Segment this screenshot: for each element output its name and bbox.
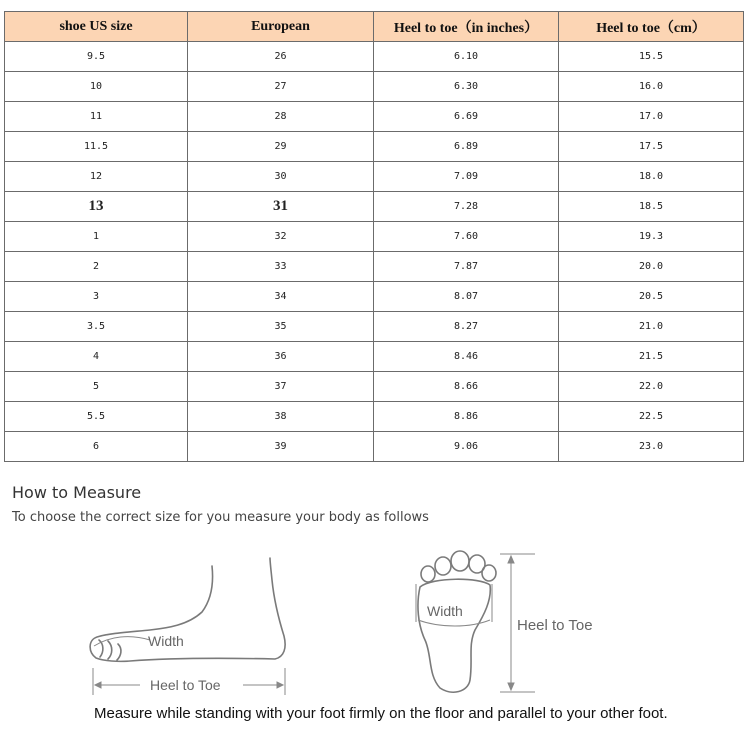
table-row xyxy=(5,282,744,312)
cell-european: 39 xyxy=(188,432,374,462)
cell-us-size: 5 xyxy=(5,372,188,402)
cell-heel-to-toe-cm: 20.0 xyxy=(559,252,744,282)
cell-heel-to-toe-cm: 17.5 xyxy=(559,132,744,162)
cell-us-size: 5.5 xyxy=(5,402,188,432)
header-heel-to-toe-inches: Heel to toe（in inches） xyxy=(374,12,559,42)
table-row xyxy=(5,162,744,192)
cell-heel-to-toe-cm: 17.0 xyxy=(559,102,744,132)
how-to-measure-title: How to Measure xyxy=(12,483,142,502)
cell-heel-to-toe-inches: 7.09 xyxy=(374,162,559,192)
cell-us-size: 10 xyxy=(5,72,188,102)
cell-heel-to-toe-cm: 20.5 xyxy=(559,282,744,312)
cell-european: 36 xyxy=(188,342,374,372)
cell-heel-to-toe-inches: 6.89 xyxy=(374,132,559,162)
table-row xyxy=(5,252,744,282)
cell-european: 27 xyxy=(188,72,374,102)
table-row xyxy=(5,222,744,252)
table-header-row xyxy=(5,12,744,42)
side-width-label: Width xyxy=(148,633,184,649)
cell-heel-to-toe-cm: 22.0 xyxy=(559,372,744,402)
cell-us-size: 4 xyxy=(5,342,188,372)
cell-european: 37 xyxy=(188,372,374,402)
cell-heel-to-toe-inches: 7.87 xyxy=(374,252,559,282)
cell-us-size: 2 xyxy=(5,252,188,282)
side-view-foot-icon xyxy=(90,558,285,661)
table-row xyxy=(5,132,744,162)
cell-us-size: 1 xyxy=(5,222,188,252)
cell-heel-to-toe-cm: 19.3 xyxy=(559,222,744,252)
cell-heel-to-toe-inches: 8.07 xyxy=(374,282,559,312)
table-row xyxy=(5,342,744,372)
cell-heel-to-toe-cm: 18.0 xyxy=(559,162,744,192)
table-row xyxy=(5,72,744,102)
foot-measurement-illustration xyxy=(0,540,750,700)
table-row xyxy=(5,42,744,72)
size-chart-table xyxy=(4,11,744,462)
header-us-size: shoe US size xyxy=(5,12,188,42)
cell-european: 28 xyxy=(188,102,374,132)
cell-european: 26 xyxy=(188,42,374,72)
cell-us-size: 9.5 xyxy=(5,42,188,72)
cell-european: 29 xyxy=(188,132,374,162)
cell-heel-to-toe-inches: 6.10 xyxy=(374,42,559,72)
header-european: European xyxy=(188,12,374,42)
cell-heel-to-toe-inches: 8.27 xyxy=(374,312,559,342)
table-row xyxy=(5,432,744,462)
cell-heel-to-toe-inches: 8.46 xyxy=(374,342,559,372)
cell-european: 35 xyxy=(188,312,374,342)
cell-heel-to-toe-cm: 23.0 xyxy=(559,432,744,462)
cell-us-size: 3.5 xyxy=(5,312,188,342)
cell-heel-to-toe-inches: 8.86 xyxy=(374,402,559,432)
side-length-label: Heel to Toe xyxy=(150,677,221,693)
cell-heel-to-toe-cm: 21.5 xyxy=(559,342,744,372)
top-width-label: Width xyxy=(427,603,463,619)
cell-european: 32 xyxy=(188,222,374,252)
cell-heel-to-toe-inches: 7.60 xyxy=(374,222,559,252)
cell-us-size: 11.5 xyxy=(5,132,188,162)
table-row xyxy=(5,372,744,402)
table-row xyxy=(5,402,744,432)
cell-european: 30 xyxy=(188,162,374,192)
cell-heel-to-toe-cm: 16.0 xyxy=(559,72,744,102)
cell-heel-to-toe-inches: 6.30 xyxy=(374,72,559,102)
cell-us-size: 3 xyxy=(5,282,188,312)
table-row xyxy=(5,102,744,132)
cell-heel-to-toe-inches: 7.28 xyxy=(374,192,559,222)
measurement-instruction: Measure while standing with your foot firmly on the floor and parallel to your other foot. xyxy=(94,705,668,722)
top-length-label: Heel to Toe xyxy=(517,617,593,634)
cell-us-size: 11 xyxy=(5,102,188,132)
cell-heel-to-toe-inches: 9.06 xyxy=(374,432,559,462)
cell-heel-to-toe-cm: 15.5 xyxy=(559,42,744,72)
cell-heel-to-toe-cm: 21.0 xyxy=(559,312,744,342)
cell-european: 31 xyxy=(188,192,374,222)
table-row xyxy=(5,312,744,342)
how-to-measure-subtitle: To choose the correct size for you measure your body as follows xyxy=(12,510,429,525)
cell-us-size: 6 xyxy=(5,432,188,462)
header-heel-to-toe-cm: Heel to toe（cm） xyxy=(559,12,744,42)
cell-european: 33 xyxy=(188,252,374,282)
table-row xyxy=(5,192,744,222)
cell-heel-to-toe-cm: 22.5 xyxy=(559,402,744,432)
cell-european: 38 xyxy=(188,402,374,432)
cell-european: 34 xyxy=(188,282,374,312)
cell-heel-to-toe-inches: 6.69 xyxy=(374,102,559,132)
cell-us-size: 12 xyxy=(5,162,188,192)
cell-heel-to-toe-cm: 18.5 xyxy=(559,192,744,222)
cell-us-size: 13 xyxy=(5,192,188,222)
cell-heel-to-toe-inches: 8.66 xyxy=(374,372,559,402)
